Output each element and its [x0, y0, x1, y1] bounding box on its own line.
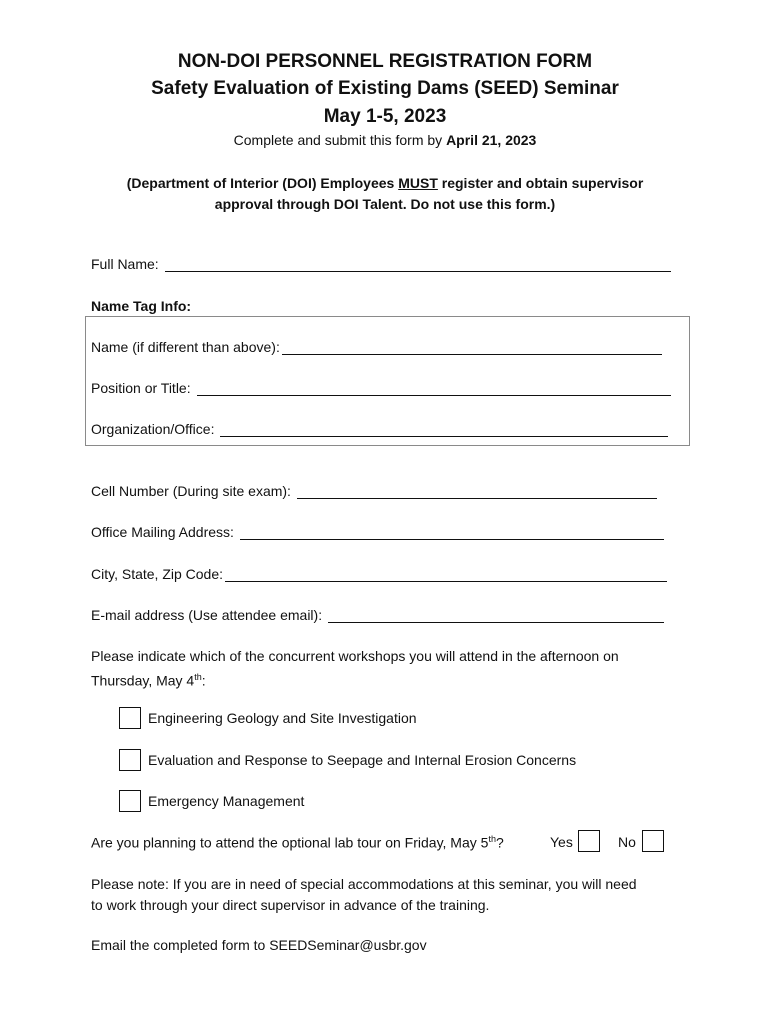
organization-label: Organization/Office:	[91, 421, 215, 437]
workshop-prompt-sup: th	[194, 672, 202, 682]
workshop-checkbox-seepage[interactable]	[119, 749, 141, 771]
name-diff-label: Name (if different than above):	[91, 339, 280, 355]
email-instruction	[91, 937, 427, 953]
accommodations-note-line2: to work through your direct supervisor in advance of the training.	[91, 897, 490, 913]
seminar-title: Safety Evaluation of Existing Dams (SEED) Seminar	[151, 78, 619, 99]
form-title: NON-DOI PERSONNEL REGISTRATION FORM	[177, 51, 593, 72]
submit-deadline-prefix: Complete and submit this form by	[233, 132, 447, 148]
workshop-option-geology: Engineering Geology and Site Investigation	[148, 710, 417, 726]
organization-row	[91, 421, 668, 437]
email-row	[91, 607, 664, 623]
lab-tour-sup: th	[488, 834, 496, 844]
workshop-prompt	[91, 646, 691, 692]
lab-tour-no-label: No	[618, 834, 636, 850]
email-instruction-address: SEEDSeminar@usbr.gov	[269, 937, 427, 953]
cell-label: Cell Number (During site exam):	[91, 483, 291, 499]
doi-notice-line2: approval through DOI Talent. Do not use this form.)	[214, 196, 556, 212]
accommodations-note	[91, 874, 691, 916]
workshop-checkbox-emergency[interactable]	[119, 790, 141, 812]
lab-tour-no-checkbox[interactable]	[642, 830, 664, 852]
mailing-row	[91, 524, 664, 540]
full-name-field[interactable]	[165, 257, 671, 272]
email-field[interactable]	[328, 608, 664, 623]
doi-notice-must: MUST	[398, 175, 438, 191]
accommodations-note-line1: Please note: If you are in need of special accommodations at this seminar, you will need	[91, 876, 637, 892]
email-label: E-mail address (Use attendee email):	[91, 607, 323, 623]
position-field[interactable]	[197, 381, 671, 396]
city-field[interactable]	[225, 567, 667, 582]
doi-notice-part2: register and obtain supervisor	[437, 175, 644, 191]
lab-tour-question-post: ?	[495, 834, 504, 851]
name-diff-field[interactable]	[282, 340, 662, 355]
workshop-prompt-line1: Please indicate which of the concurrent workshops you will attend in the afternoon on	[91, 648, 619, 664]
city-row	[91, 566, 667, 582]
lab-tour-question	[91, 834, 504, 851]
submit-deadline-date: April 21, 2023	[446, 132, 537, 148]
organization-field[interactable]	[220, 422, 668, 437]
city-label: City, State, Zip Code:	[91, 566, 224, 582]
workshop-option-seepage: Evaluation and Response to Seepage and Internal Erosion Concerns	[148, 752, 577, 768]
doi-notice-part1: (Department of Interior (DOI) Employees	[126, 175, 399, 191]
mailing-label: Office Mailing Address:	[91, 524, 234, 540]
workshop-prompt-line2-post: :	[201, 672, 206, 689]
name-tag-heading: Name Tag Info:	[91, 298, 192, 314]
name-diff-row	[91, 339, 662, 355]
doi-notice	[0, 172, 770, 194]
lab-tour-yes-checkbox[interactable]	[578, 830, 600, 852]
cell-field[interactable]	[297, 484, 657, 499]
workshop-prompt-line2-pre: Thursday, May 4	[91, 672, 195, 689]
full-name-row	[91, 256, 671, 272]
workshop-checkbox-geology[interactable]	[119, 707, 141, 729]
lab-tour-yes-label: Yes	[550, 834, 573, 850]
position-label: Position or Title:	[91, 380, 191, 396]
mailing-field[interactable]	[240, 525, 664, 540]
workshop-prompt-line2	[91, 667, 691, 692]
lab-tour-question-pre: Are you planning to attend the optional lab tour on Friday, May 5	[91, 834, 489, 851]
email-instruction-prefix: Email the completed form to	[91, 937, 270, 953]
full-name-label: Full Name:	[91, 256, 159, 272]
cell-row	[91, 483, 657, 499]
workshop-option-emergency: Emergency Management	[148, 793, 305, 809]
seminar-dates: May 1-5, 2023	[323, 106, 447, 127]
submit-deadline	[0, 132, 770, 148]
position-row	[91, 380, 671, 396]
